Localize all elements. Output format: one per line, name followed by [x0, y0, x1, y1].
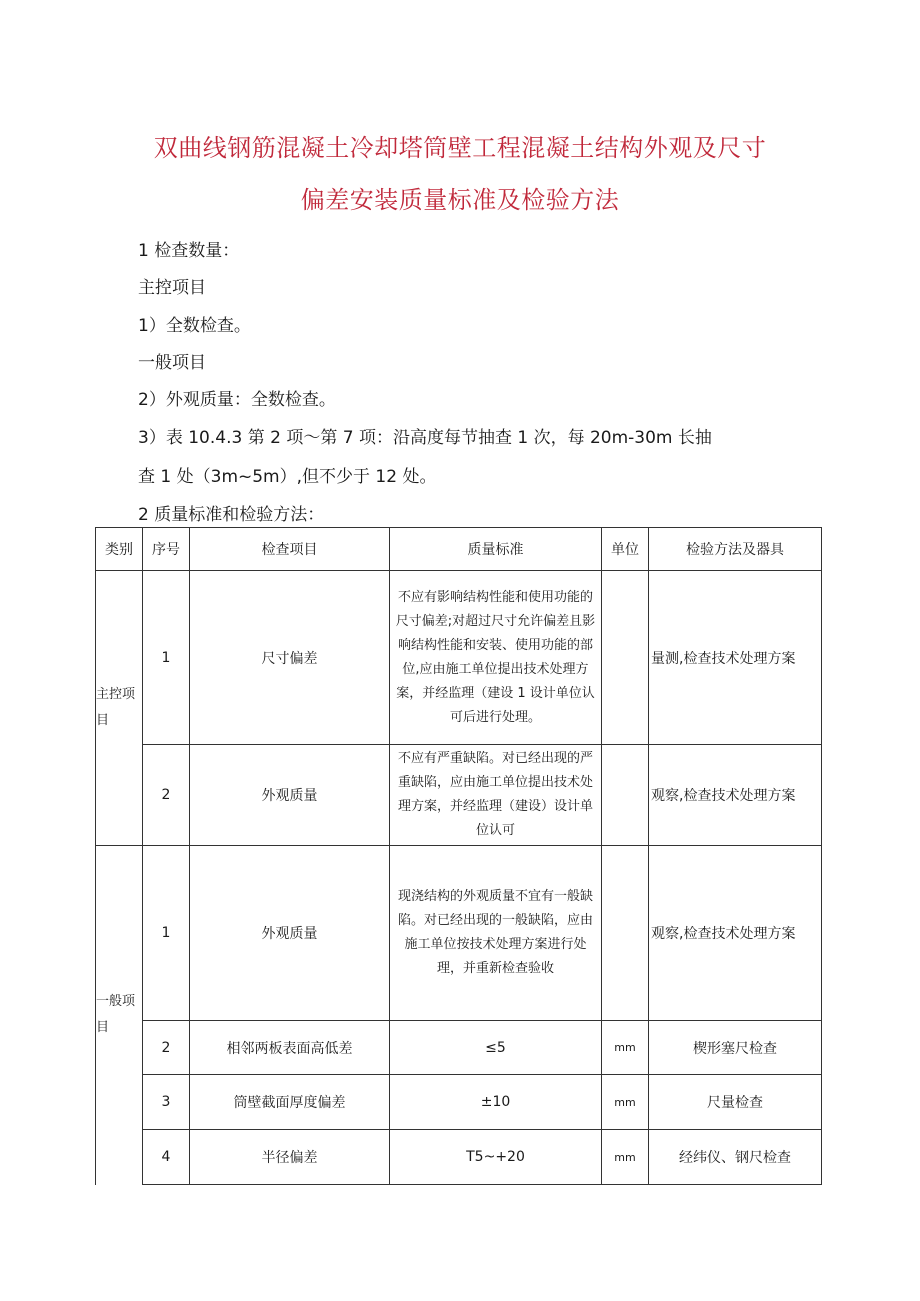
row-standard: 不应有严重缺陷。对已经出现的严重缺陷，应由施工单位提出技术处理方案，并经监理（建设）设计单位认可	[390, 745, 602, 846]
row-number: 4	[143, 1130, 190, 1185]
category-main-control: 主控项目	[96, 571, 143, 846]
row-item: 外观质量	[190, 846, 390, 1021]
row-unit	[602, 846, 649, 1021]
row-standard: 现浇结构的外观质量不宜有一般缺陷。对已经出现的一般缺陷，应由施工单位按技术处理方案进行处理，并重新检查验收	[390, 846, 602, 1021]
heading-general-items: 一般项目	[138, 353, 206, 373]
row-number: 3	[143, 1075, 190, 1130]
section-quality-standard: 2 质量标准和检验方法：	[138, 505, 325, 525]
row-standard: T5~+20	[390, 1130, 602, 1185]
row-item: 尺寸偏差	[190, 571, 390, 745]
row-method: 楔形塞尺检查	[649, 1021, 822, 1075]
row-number: 1	[143, 571, 190, 745]
row-unit: mm	[602, 1130, 649, 1185]
paragraph: 1）全数检查。	[138, 316, 251, 336]
row-unit: mm	[602, 1021, 649, 1075]
table-row	[96, 1130, 822, 1185]
row-unit: mm	[602, 1075, 649, 1130]
document-title-line1: 双曲线钢筋混凝土冷却塔筒壁工程混凝土结构外观及尺寸	[153, 134, 767, 162]
paragraph: 查 1 处（3m~5m）,但不少于 12 处。	[138, 467, 437, 487]
row-unit	[602, 745, 649, 846]
paragraph: 2）外观质量：全数检查。	[138, 390, 336, 410]
header-number: 序号	[143, 528, 190, 571]
row-method: 量测,检查技术处理方案	[649, 571, 822, 745]
row-standard: 不应有影响结构性能和使用功能的尺寸偏差;对超过尺寸允许偏差且影响结构性能和安装、使用功能的部位,应由施工单位提出技术处理方案，并经监理（建设 1 设计单位认可后进行处理。	[390, 571, 602, 745]
table-header-row	[96, 528, 822, 571]
row-method: 尺量检查	[649, 1075, 822, 1130]
row-item: 半径偏差	[190, 1130, 390, 1185]
row-item: 相邻两板表面高低差	[190, 1021, 390, 1075]
paragraph: 3）表 10.4.3 第 2 项～第 7 项：沿高度每节抽查 1 次，每 20m-30m 长抽	[138, 428, 712, 448]
heading-main-control: 主控项目	[138, 278, 206, 298]
section-inspection-quantity: 1 检查数量：	[138, 241, 240, 261]
row-method: 观察,检查技术处理方案	[649, 745, 822, 846]
row-standard: ≤5	[390, 1021, 602, 1075]
row-number: 2	[143, 745, 190, 846]
row-method: 观察,检查技术处理方案	[649, 846, 822, 1021]
table-row	[96, 571, 822, 745]
table-row	[96, 1075, 822, 1130]
table-row	[96, 1021, 822, 1075]
row-item: 外观质量	[190, 745, 390, 846]
category-general: 一般项目	[96, 846, 143, 1185]
row-unit	[602, 571, 649, 745]
row-item: 筒壁截面厚度偏差	[190, 1075, 390, 1130]
header-quality-standard: 质量标准	[390, 528, 602, 571]
row-number: 1	[143, 846, 190, 1021]
row-method: 经纬仪、钢尺检查	[649, 1130, 822, 1185]
quality-standard-table	[95, 527, 822, 1185]
row-number: 2	[143, 1021, 190, 1075]
document-title-line2: 偏差安装质量标准及检验方法	[300, 186, 620, 214]
header-inspection-item: 检查项目	[190, 528, 390, 571]
header-unit: 单位	[602, 528, 649, 571]
table-row	[96, 745, 822, 846]
header-category: 类别	[96, 528, 143, 571]
header-method: 检验方法及器具	[649, 528, 822, 571]
row-standard: ±10	[390, 1075, 602, 1130]
table-row	[96, 846, 822, 1021]
